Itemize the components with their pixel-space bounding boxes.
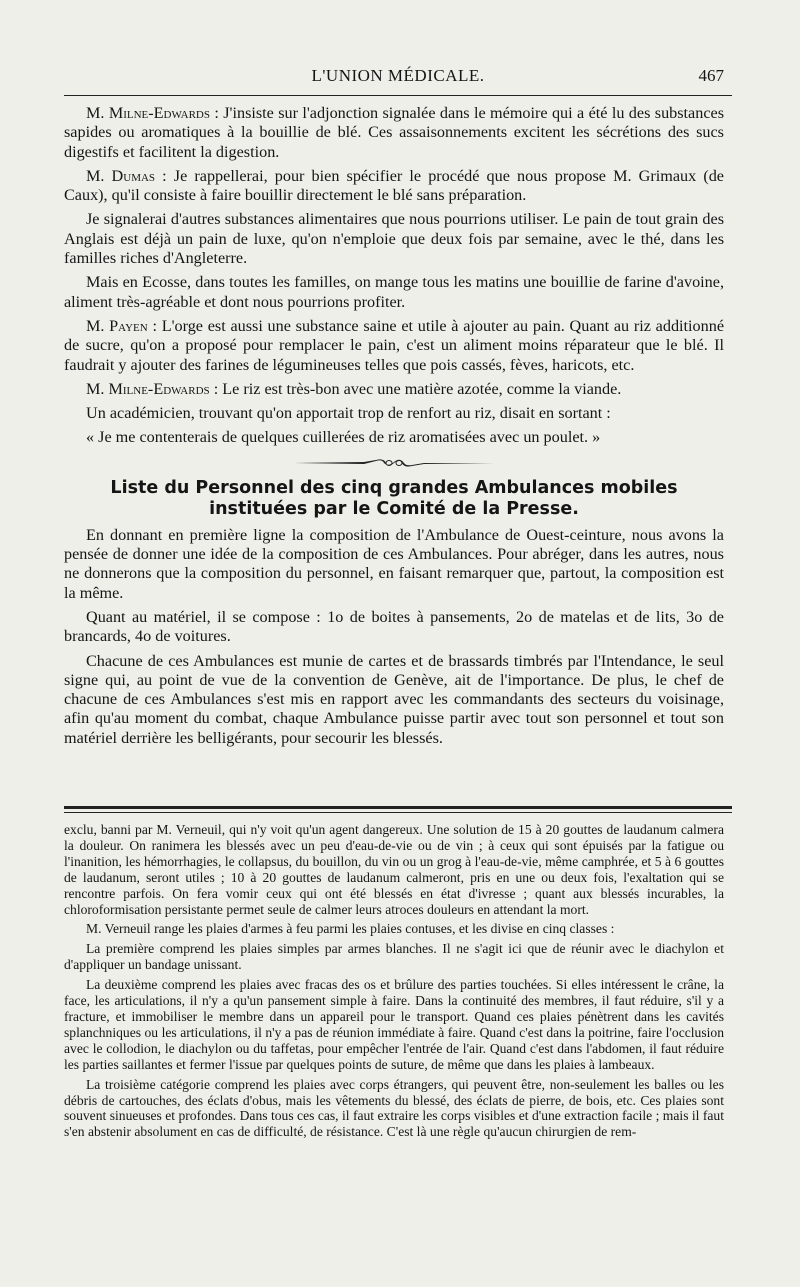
paragraph: Quant au matériel, il se compose : 1o de boites à pansements, 2o de matelas et de lits, 3o de brancards, 4o de voitures. [64,607,724,646]
paragraph-text: : Le riz est très-bon avec une matière azotée, comme la viande. [209,379,622,398]
section-heading [64,478,724,520]
paragraph-text: : L'orge est aussi une substance saine et utile à ajouter au pain. Quant au riz additionné de sucre, qu'on a proposé pour remplacer le pain, c'est un aliment moins réparateur que le blé. Il faudrait y ajouter des farines de légumineuses telles que pois cassés, fèves, haricots, etc. [64,316,725,374]
section-separator [64,806,732,813]
paragraph: La première comprend les plaies simples par armes blanches. Il ne s'agit ici que de réunir avec le diachylon et d'appliquer un bandage unissant. [64,941,724,973]
paragraph: Je signalerai d'autres substances alimentaires que nous pourrions utiliser. Le pain de tout grain des Anglais est déjà un pain de luxe, qu'on n'emploie que deux fois par semaine, avec le thé, dans les familles riches d'Angleterre. [64,210,724,268]
heading-line: instituées par le Comité de la Presse. [209,498,579,519]
header-rule [64,95,732,96]
page-number: 467 [698,66,724,85]
main-text [64,104,724,753]
speaker-name: M. Dumas [86,166,156,185]
paragraph [64,104,724,162]
running-title: L'UNION MÉDICALE. [311,66,485,85]
paragraph: M. Verneuil range les plaies d'armes à feu parmi les plaies contuses, et les divise en cinq classes : [86,921,615,937]
ornament-divider-icon [64,456,724,472]
paragraph: Chacune de ces Ambulances est munie de cartes et de brassards timbrés par l'Intendance, le seul signe qui, au point de vue de la convention de Genève, ait de l'importance. De plus, le chef de chacune de ces Ambulances s'est mis en rapport avec les commandants des secteurs du voisinage, afin qu'au moment du combat, chaque Ambulance puisse partir avec tout son personnel et tout son matériel derrière les belligérants, pour secourir les blessés. [64,651,724,747]
paragraph-text: : J'insiste sur l'adjonction signalée dans le mémoire qui a été lu des substances sapides ou aromatiques à la bouillie de blé. Ces assaisonnements excitent les sécrétions des sucs digestifs et facilitent la digestion. [64,104,724,161]
speaker-name: M. Milne-Edwards [86,104,210,122]
heading-line: Liste du Personnel des cinq grandes Ambulances mobiles [110,477,678,498]
running-header [64,64,732,88]
paragraph: exclu, banni par M. Verneuil, qui n'y voit qu'un agent dangereux. Une solution de 15 à 20 gouttes de laudanum calmera la douleur. On ranimera les blessés avec un peu d'eau-de-vie ou de vin ; à ceux qui sont épuisés par la fatigue ou l'inanition, les hémorrhagies, le collapsus, du bouillon, du vin ou un grog à l'eau-de-vie, même camphrée, et 5 à 6 gouttes de laudanum, seront utiles ; 10 à 20 gouttes de laudanum calmeront, pris en une ou deux fois, l'exaltation qui se rencontre parfois. On fera vomir ceux qui ont été blessés en état d'ivresse ; quant aux blessés incurables, la chloroformisation persistante permet seule de calmer leurs atroces douleurs en attendant la mort. [64,822,724,917]
paragraph [64,167,724,206]
thin-rule [64,812,732,813]
paragraph: En donnant en première ligne la composition de l'Ambulance de Ouest-ceinture, nous avons la pensée de donner une idée de la composition de ces Ambulances. Pour abréger, dans les autres, nous ne donnerons que la composition du personnel, en faisant remarquer que, partout, la composition est la même. [64,525,724,602]
speaker-name: M. Milne-Edwards [86,379,210,398]
paragraph [64,317,724,375]
continued-article [64,822,724,1144]
paragraph: La deuxième comprend les plaies avec fracas des os et brûlure des parties touchées. Si elles intéressent le crâne, la face, les articulations, il n'y a qu'un pansement simple à faire. Dans la continuité des membres, il faut réduire, s'il y a fracture, et immobiliser le membre dans un appareil pour le transport. Quand ces plaies pénètrent dans les cavités splanchniques ou les articulations, il n'y a pas de réunion immédiate à faire. Quand c'est dans la poitrine, faire l'occlusion avec le collodion, le diachylon ou du taffetas, pour empêcher l'entrée de l'air. Quand c'est dans l'abdomen, il faut réduire les parties saillantes et fermer l'issue par quelques points de suture, de même que dans les plaies à lambeaux. [64,977,724,1072]
paragraph: La troisième catégorie comprend les plaies avec corps étrangers, qui peuvent être, non-seulement les balles ou les débris de cartouches, des éclats d'obus, mais les vêtements du blessé, des éclats de pierre, de bois, etc. Ces plaies sont souvent sinueuses et profondes. Dans tous ces cas, il faut extraire les corps visibles et d'une extraction facile ; mais il faut s'en abstenir absolument en cas de difficulté, de résistance. C'est là une règle qu'aucun chirurgien de rem- [64,1076,724,1140]
paragraph: Un académicien, trouvant qu'on apportait trop de renfort au riz, disait en sortant : [86,404,611,423]
paragraph-text: : Je rappellerai, pour bien spécifier le procédé que nous propose M. Grimaux (de Caux), qu'il consiste à faire bouillir directement le blé sans préparation. [64,166,724,205]
thick-rule [64,806,732,809]
quotation: « Je me contenterais de quelques cuillerées de riz aromatisées avec un poulet. » [86,428,601,447]
speaker-name: M. Payen [86,316,148,335]
paragraph [64,380,724,399]
paragraph: Mais en Ecosse, dans toutes les familles, on mange tous les matins une bouillie de farine d'avoine, aliment très-agréable et dont nous pourrions profiter. [64,273,724,311]
